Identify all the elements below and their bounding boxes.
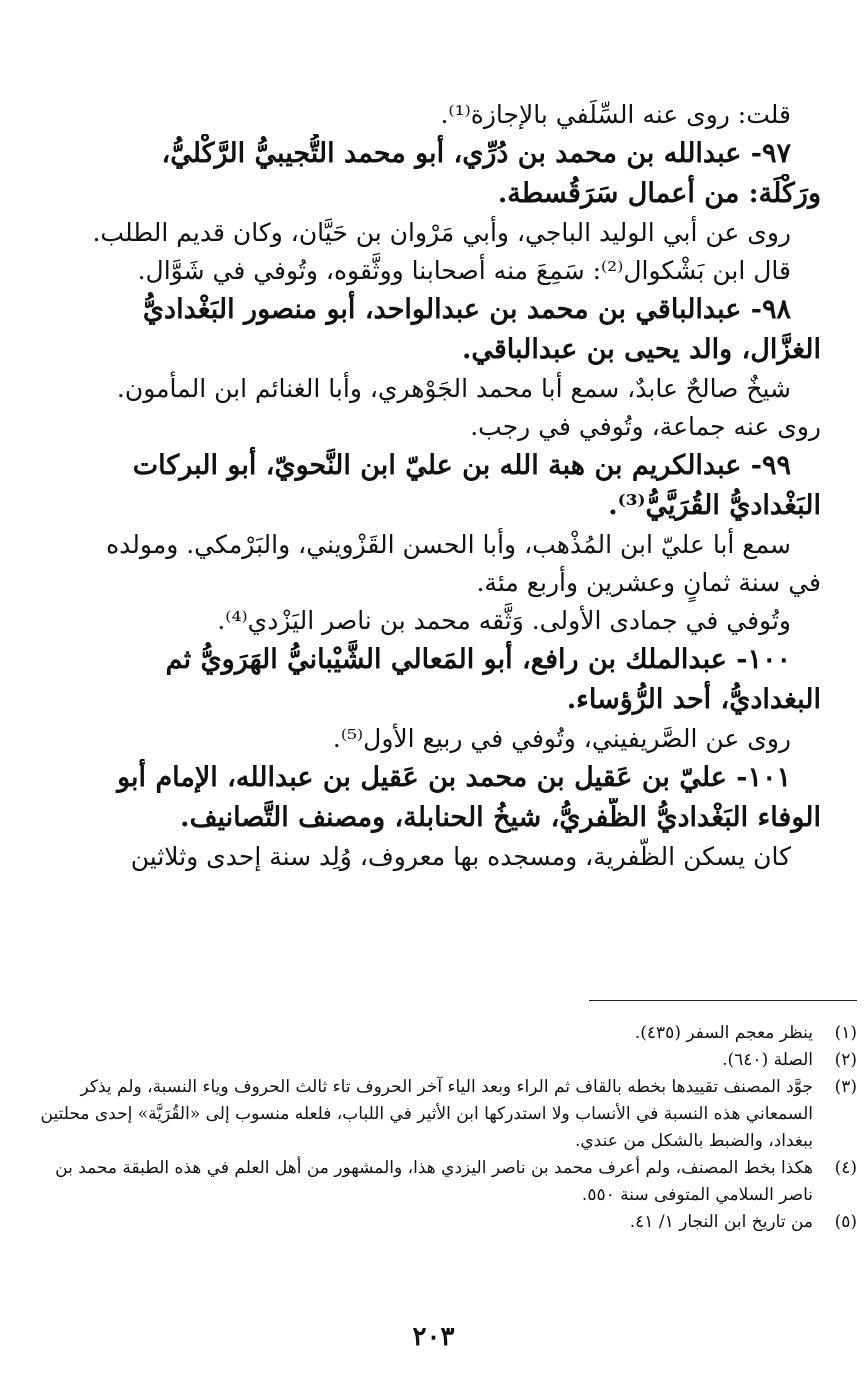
entry-heading-line: البغداديُّ، أحد الرُّؤساء. (566, 684, 821, 715)
footnote-number: (٤) (834, 1158, 857, 1178)
page-number: ٢٠٣ (412, 1322, 455, 1352)
footnote-text: الصلة (٦٤٠). (722, 1050, 813, 1070)
footnote-divider (589, 1000, 857, 1001)
footnote-number: (٥) (834, 1212, 857, 1232)
entry-heading-line: ٩٨- عبدالباقي بن محمد بن عبدالواحد، أبو منصور البَغْداديُّ (142, 294, 791, 325)
entry-heading-line: البَغْداديُّ القُرَيَّيُّ⁽³⁾. (608, 490, 821, 521)
text-line: وتُوفي في جمادى الأولى. وَثَّقه محمد بن ناصر اليَزْدي⁽⁴⁾. (217, 606, 791, 635)
text-line: روى عن أبي الوليد الباجي، وأبي مَرْوان بن حَيَّان، وكان قديم الطلب. (92, 218, 791, 247)
footnote-number: (١) (834, 1023, 857, 1043)
footnote (17, 1074, 857, 1155)
footnote (17, 1020, 857, 1047)
footnote-text: هكذا بخط المصنف، ولم أعرف محمد بن ناصر اليزدي هذا، والمشهور من أهل العلم في هذه الطبقة محمد بن ناصر السلامي المتوفى سنة ٥٥٠. (55, 1158, 813, 1205)
footnotes (17, 1020, 857, 1236)
entry-heading-line: الغزَّال، والد يحيى بن عبدالباقي. (461, 334, 821, 365)
entry-heading-line: ١٠١- عليّ بن عَقيل بن محمد بن عَقيل بن عبدالله، الإمام أبو (117, 762, 791, 793)
text-line: كان يسكن الظَّفرية، ومسجده بها معروف، وُلِد سنة إحدى وثلاثين (130, 842, 791, 871)
footnote (17, 1047, 857, 1074)
text-line: شيخٌ صالحٌ عابدٌ، سمع أبا محمد الجَوْهري، وأبا الغنائم ابن المأمون. (116, 374, 791, 403)
text-line: روى عن الصَّريفيني، وتُوفي في ربيع الأول⁽⁵⁾. (332, 724, 791, 753)
text-line: روى عنه جماعة، وتُوفي في رجب. (470, 412, 821, 441)
text-line: في سنة ثمانٍ وعشرين وأربع مئة. (476, 568, 821, 597)
entry-heading-line: ٩٩- عبدالكريم بن هبة الله بن عليّ ابن النَّحويّ، أبو البركات (132, 450, 791, 481)
footnote-text: جوَّد المصنف تقييدها بخطه بالقاف ثم الراء وبعد الياء آخر الحروف تاء ثالث الحروف وياء النسبة، ولم يذكر السمعاني هذه النسبة في الأنساب ولا استدركها ابن الأثير في اللباب، فلعله منسوب إلى «القُرَيَّة» إحدى محلتين ببغداد، والضبط بالشكل من عندي. (40, 1077, 813, 1151)
entry-heading-line: الوفاء البَغْداديُّ الظَّفريُّ، شيخُ الحنابلة، ومصنف التَّصانيف. (180, 802, 821, 833)
footnote-text: من تاريخ ابن النجار ١/ ٤١. (629, 1212, 813, 1232)
text-line: سمع أبا عليّ ابن المُذْهب، وأبا الحسن القَزْويني، والبَرْمكي. ومولده (106, 530, 791, 559)
footnote-number: (٣) (834, 1077, 857, 1097)
footnote (17, 1209, 857, 1236)
main-text (31, 96, 821, 876)
text-line: قلت: روى عنه السِّلَفي بالإجازة⁽¹⁾. (440, 100, 791, 129)
footnote (17, 1155, 857, 1209)
entry-heading-line: ١٠٠- عبدالملك بن رافع، أبو المَعالي الشَّيْبانيُّ الهَرَويُّ ثم (165, 644, 791, 675)
text-line: قال ابن بَشْكوال⁽²⁾: سَمِعَ منه أصحابنا ووثَّقوه، وتُوفي في شَوَّال. (137, 256, 791, 285)
entry-heading-line: ٩٧- عبدالله بن محمد بن دُرِّي، أبو محمد التُّجيبيُّ الرَّكْليُّ، (161, 138, 791, 169)
entry-heading-line: ورَكْلَة: من أعمال سَرَقُسطة. (497, 178, 821, 209)
footnote-number: (٢) (834, 1050, 857, 1070)
footnote-text: ينظر معجم السفر (٤٣٥). (634, 1023, 813, 1043)
